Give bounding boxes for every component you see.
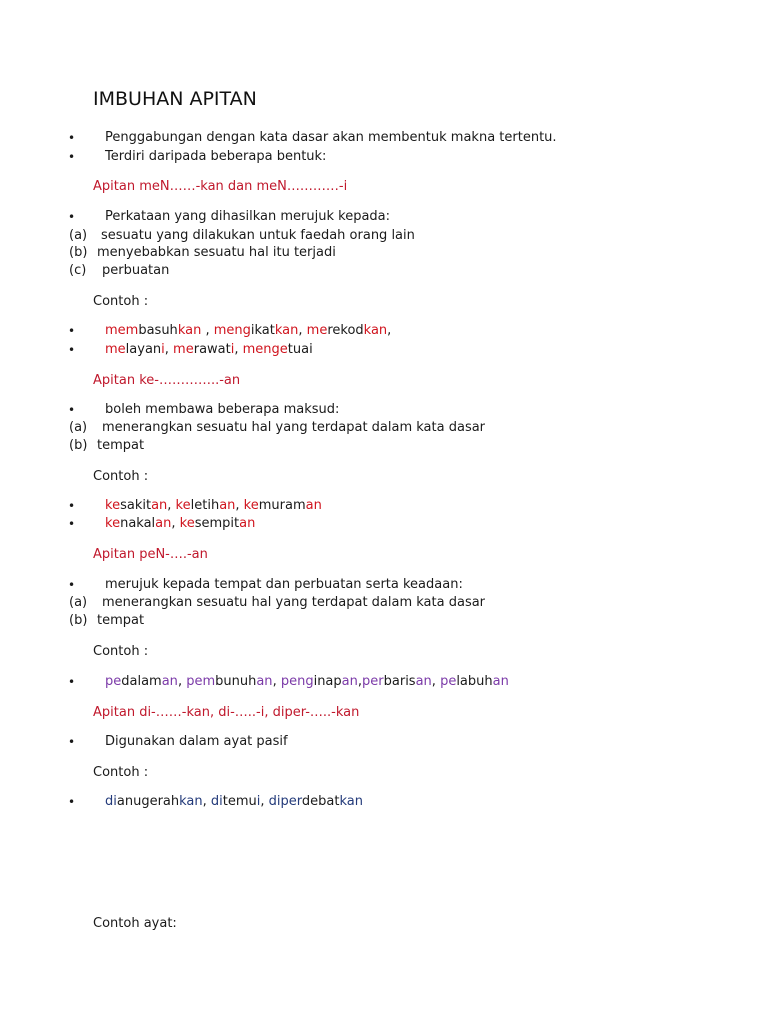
intro-line-2: Terdiri daripada beberapa bentuk: xyxy=(105,149,327,164)
list-item: tempat xyxy=(97,613,145,628)
bullet-icon: • xyxy=(68,517,76,531)
affix-segment: i xyxy=(230,342,235,357)
root-segment: layan xyxy=(125,342,162,357)
affix-segment: me xyxy=(173,342,194,357)
root-segment: sempit xyxy=(194,516,240,531)
root-segment: rawat xyxy=(193,342,231,357)
list-item: tempat xyxy=(97,438,145,453)
example-line xyxy=(105,342,313,358)
affix-segment: pe xyxy=(105,674,122,689)
section-heading-men: Apitan meN……-kan dan meN…………-i xyxy=(93,179,348,194)
list-marker: (a) xyxy=(69,595,88,610)
affix-segment: ke xyxy=(105,516,121,531)
root-segment: dalam xyxy=(121,674,162,689)
affix-segment: kan xyxy=(179,794,203,809)
root-segment: basuh xyxy=(138,323,178,338)
root-segment: inap xyxy=(313,674,342,689)
root-segment: anugerah xyxy=(116,794,180,809)
root-segment: , xyxy=(260,794,269,809)
affix-segment: an xyxy=(256,674,273,689)
affix-segment: peng xyxy=(280,674,314,689)
root-segment: , xyxy=(431,674,441,689)
affix-segment: me xyxy=(105,342,126,357)
affix-segment: an xyxy=(151,498,168,513)
root-segment: labuh xyxy=(456,674,493,689)
bullet-icon: • xyxy=(68,343,76,357)
example-line xyxy=(105,498,322,514)
section-heading-ke: Apitan ke-…………..-an xyxy=(93,373,241,388)
root-segment: , xyxy=(164,342,174,357)
root-segment: , xyxy=(201,323,214,338)
contoh-label: Contoh : xyxy=(93,294,149,309)
root-segment: ikat xyxy=(250,323,275,338)
list-marker: (b) xyxy=(69,613,88,628)
affix-segment: an xyxy=(305,498,322,513)
root-segment: , xyxy=(202,794,211,809)
affix-segment: menge xyxy=(242,342,288,357)
intro-line-1: Penggabungan dengan kata dasar akan membentuk makna tertentu. xyxy=(105,130,557,145)
page-title: IMBUHAN APITAN xyxy=(93,88,257,110)
root-segment: tuai xyxy=(287,342,313,357)
affix-segment: i xyxy=(256,794,261,809)
root-segment: rekod xyxy=(327,323,364,338)
contoh-label: Contoh : xyxy=(93,644,149,659)
affix-segment: ke xyxy=(179,516,195,531)
list-item: menyebabkan sesuatu hal itu terjadi xyxy=(97,245,336,260)
affix-segment: ke xyxy=(175,498,191,513)
affix-segment: me xyxy=(306,323,328,338)
bullet-icon: • xyxy=(68,324,76,338)
affix-segment: an xyxy=(239,516,256,531)
affix-segment: di xyxy=(210,794,223,809)
list-marker: (a) xyxy=(69,228,88,243)
root-segment: , xyxy=(387,323,392,338)
affix-segment: meng xyxy=(213,323,251,338)
bullet-icon: • xyxy=(68,499,76,513)
section4-bullet: Digunakan dalam ayat pasif xyxy=(105,734,288,749)
root-segment: debat xyxy=(301,794,340,809)
affix-segment: an xyxy=(415,674,432,689)
root-segment: nakal xyxy=(120,516,156,531)
list-marker: (b) xyxy=(69,245,88,260)
example-line xyxy=(105,516,255,532)
root-segment: , xyxy=(298,323,307,338)
section-heading-di: Apitan di-……-kan, di-…..-i, diper-…..-kan xyxy=(93,705,360,720)
bullet-icon: • xyxy=(68,795,76,809)
bullet-icon: • xyxy=(68,131,76,145)
root-segment: , xyxy=(272,674,281,689)
list-marker: (a) xyxy=(69,420,88,435)
bullet-icon: • xyxy=(68,150,76,164)
affix-segment: kan xyxy=(177,323,202,338)
list-marker: (b) xyxy=(69,438,88,453)
affix-segment: diper xyxy=(268,794,302,809)
affix-segment: an xyxy=(155,516,172,531)
root-segment: sakit xyxy=(120,498,152,513)
root-segment: , xyxy=(167,498,176,513)
affix-segment: kan xyxy=(339,794,363,809)
root-segment: bunuh xyxy=(215,674,257,689)
affix-segment: mem xyxy=(105,323,139,338)
list-item: menerangkan sesuatu hal yang terdapat dalam kata dasar xyxy=(102,420,486,435)
root-segment: , xyxy=(171,516,180,531)
contoh-label: Contoh : xyxy=(93,469,149,484)
root-segment: muram xyxy=(258,498,306,513)
root-segment: letih xyxy=(190,498,220,513)
affix-segment: pem xyxy=(186,674,216,689)
affix-segment: an xyxy=(161,674,178,689)
example-line xyxy=(105,794,363,810)
section1-bullet: Perkataan yang dihasilkan merujuk kepada: xyxy=(105,209,391,224)
list-item: sesuatu yang dilakukan untuk faedah orang lain xyxy=(101,228,415,243)
bullet-icon: • xyxy=(68,578,76,592)
affix-segment: di xyxy=(105,794,117,809)
list-item: menerangkan sesuatu hal yang terdapat dalam kata dasar xyxy=(102,595,486,610)
section-heading-pen: Apitan peN-….-an xyxy=(93,547,208,562)
example-line xyxy=(105,323,391,339)
bullet-icon: • xyxy=(68,735,76,749)
affix-segment: an xyxy=(219,498,236,513)
bullet-icon: • xyxy=(68,403,76,417)
list-item: perbuatan xyxy=(102,263,170,278)
affix-segment: i xyxy=(161,342,165,357)
section3-bullet: merujuk kepada tempat dan perbuatan serta keadaan: xyxy=(105,577,463,592)
affix-segment: ke xyxy=(105,498,121,513)
section2-bullet: boleh membawa beberapa maksud: xyxy=(105,402,340,417)
list-marker: (c) xyxy=(69,263,87,278)
root-segment: , xyxy=(357,674,363,689)
contoh-ayat-label: Contoh ayat: xyxy=(93,916,177,931)
affix-segment: an xyxy=(341,674,358,689)
root-segment: , xyxy=(235,498,244,513)
root-segment: baris xyxy=(383,674,416,689)
example-line xyxy=(105,674,509,690)
affix-segment: pe xyxy=(440,674,457,689)
affix-segment: per xyxy=(362,674,384,689)
bullet-icon: • xyxy=(68,675,76,689)
contoh-label: Contoh : xyxy=(93,765,149,780)
affix-segment: ke xyxy=(243,498,259,513)
affix-segment: kan xyxy=(363,323,388,338)
bullet-icon: • xyxy=(68,210,76,224)
affix-segment: an xyxy=(492,674,509,689)
root-segment: , xyxy=(234,342,243,357)
root-segment: , xyxy=(177,674,187,689)
root-segment: temu xyxy=(222,794,257,809)
affix-segment: kan xyxy=(274,323,299,338)
